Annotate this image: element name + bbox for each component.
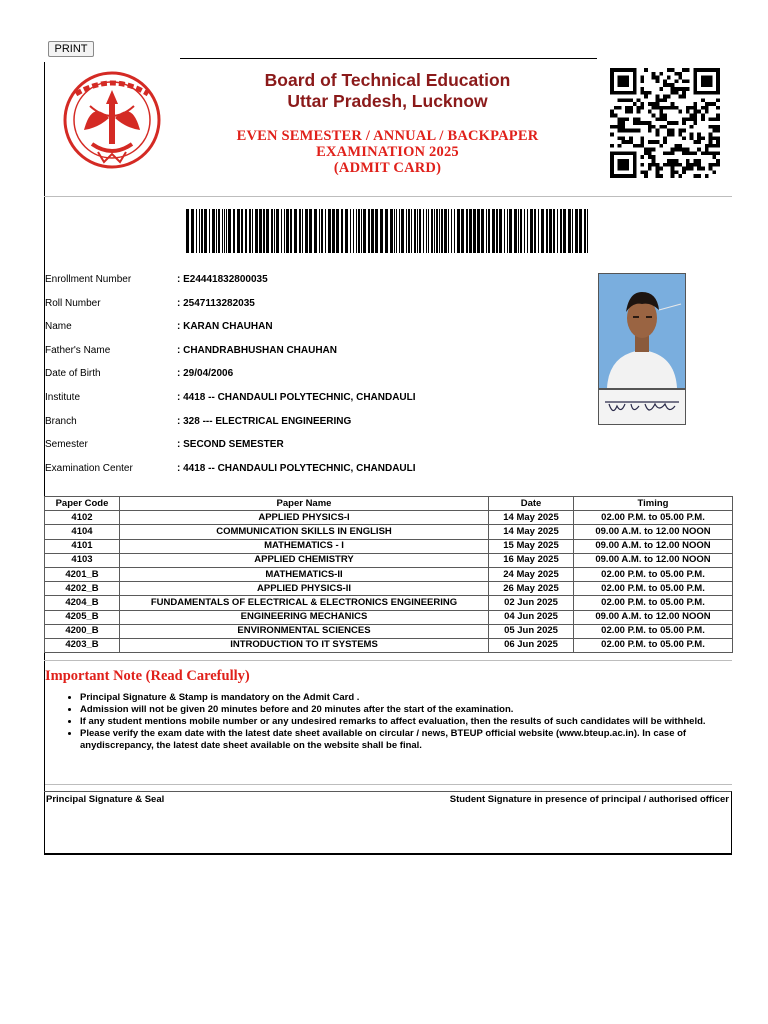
paper-code-cell: 4104 bbox=[45, 525, 120, 539]
table-row bbox=[45, 511, 733, 525]
table-divider bbox=[44, 660, 732, 661]
timing-cell: 02.00 P.M. to 05.00 P.M. bbox=[574, 596, 733, 610]
info-value: : SECOND SEMESTER bbox=[177, 439, 284, 451]
header-paper-name: Paper Name bbox=[120, 497, 489, 511]
info-value: : CHANDRABHUSHAN CHAUHAN bbox=[177, 344, 337, 356]
info-row bbox=[45, 364, 605, 388]
table-row bbox=[45, 610, 733, 624]
paper-name-cell: ENGINEERING MECHANICS bbox=[120, 610, 489, 624]
paper-code-cell: 4203_B bbox=[45, 638, 120, 652]
board-title-line2: Uttar Pradesh, Lucknow bbox=[287, 91, 488, 111]
info-value: : E24441832800035 bbox=[177, 274, 268, 285]
paper-name-cell: COMMUNICATION SKILLS IN ENGLISH bbox=[120, 525, 489, 539]
date-cell: 15 May 2025 bbox=[489, 539, 574, 553]
info-row bbox=[45, 459, 605, 483]
info-label: Enrollment Number bbox=[45, 274, 132, 285]
header-date: Date bbox=[489, 497, 574, 511]
paper-name-cell: INTRODUCTION TO IT SYSTEMS bbox=[120, 638, 489, 652]
timing-cell: 02.00 P.M. to 05.00 P.M. bbox=[574, 638, 733, 652]
table-row bbox=[45, 638, 733, 652]
note-item: • Principal Signature & Stamp is mandatory on the Admit Card . bbox=[80, 692, 746, 704]
print-button[interactable]: PRINT bbox=[48, 41, 94, 57]
info-value: : 2547113282035 bbox=[177, 297, 255, 309]
exam-title-line1: EVEN SEMESTER / ANNUAL / BACKPAPER bbox=[236, 128, 539, 144]
top-divider bbox=[180, 58, 597, 59]
header-divider bbox=[44, 196, 732, 197]
info-label: Roll Number bbox=[45, 297, 101, 309]
important-note-title: Important Note (Read Carefully) bbox=[45, 668, 250, 684]
info-row bbox=[45, 317, 605, 341]
paper-name-cell: FUNDAMENTALS OF ELECTRICAL & ELECTRONICS ENGINEERING bbox=[120, 596, 489, 610]
info-value: : 4418 -- CHANDAULI POLYTECHNIC, CHANDAULI bbox=[177, 391, 416, 403]
info-label: Examination Center bbox=[45, 462, 133, 474]
info-value: : 29/04/2006 bbox=[177, 368, 234, 380]
info-row bbox=[45, 341, 605, 365]
student-signature-icon bbox=[598, 389, 686, 425]
timing-cell: 09.00 A.M. to 12.00 NOON bbox=[574, 525, 733, 539]
paper-name-cell: APPLIED CHEMISTRY bbox=[120, 553, 489, 567]
paper-name-cell: MATHEMATICS-II bbox=[120, 567, 489, 581]
date-cell: 16 May 2025 bbox=[489, 553, 574, 567]
paper-name-cell: APPLIED PHYSICS-I bbox=[120, 511, 489, 525]
date-cell: 02 Jun 2025 bbox=[489, 596, 574, 610]
principal-signature-label: Principal Signature & Seal bbox=[46, 794, 165, 805]
date-cell: 14 May 2025 bbox=[489, 511, 574, 525]
date-cell: 14 May 2025 bbox=[489, 525, 574, 539]
info-row bbox=[45, 294, 605, 318]
header-paper-code: Paper Code bbox=[45, 497, 120, 511]
timing-cell: 02.00 P.M. to 05.00 P.M. bbox=[574, 582, 733, 596]
table-row bbox=[45, 624, 733, 638]
info-row bbox=[45, 270, 605, 294]
info-label: Name bbox=[45, 321, 72, 333]
table-row bbox=[45, 539, 733, 553]
up-state-emblem-icon bbox=[54, 70, 170, 170]
timing-cell: 02.00 P.M. to 05.00 P.M. bbox=[574, 624, 733, 638]
exam-title-line2: EXAMINATION 2025 bbox=[316, 144, 459, 160]
signature-box bbox=[44, 791, 732, 855]
timing-cell: 02.00 P.M. to 05.00 P.M. bbox=[574, 511, 733, 525]
board-title-line1: Board of Technical Education bbox=[264, 70, 511, 90]
important-notes-list bbox=[66, 692, 746, 752]
info-value: : 328 --- ELECTRICAL ENGINEERING bbox=[177, 415, 352, 427]
barcode-icon bbox=[186, 209, 588, 253]
exam-title-line3: (ADMIT CARD) bbox=[333, 160, 442, 176]
paper-code-cell: 4101 bbox=[45, 539, 120, 553]
note-item: • If any student mentions mobile number or any undesired remarks to affect evaluation, then the results of such candidates will be withheld. bbox=[80, 716, 746, 728]
info-label: Institute bbox=[45, 391, 81, 403]
table-row bbox=[45, 596, 733, 610]
info-row bbox=[45, 388, 605, 412]
student-info bbox=[45, 270, 605, 482]
paper-name-cell: APPLIED PHYSICS-II bbox=[120, 582, 489, 596]
info-row bbox=[45, 435, 605, 459]
student-photo-icon bbox=[598, 273, 686, 389]
note-item: • Please verify the exam date with the latest date sheet available on circular / news, BTEUP official website (www.bteup.ac.in). In case of anydiscrepancy, the latest date sheet available on the website shall be final. bbox=[80, 728, 746, 752]
note-item: • Admission will not be given 20 minutes before and 20 minutes after the start of the examination. bbox=[80, 704, 746, 716]
paper-name-cell: MATHEMATICS - I bbox=[120, 539, 489, 553]
paper-code-cell: 4103 bbox=[45, 553, 120, 567]
table-row bbox=[45, 582, 733, 596]
info-value: : 4418 -- CHANDAULI POLYTECHNIC, CHANDAULI bbox=[177, 462, 416, 474]
info-label: Branch bbox=[45, 415, 77, 427]
timing-cell: 09.00 A.M. to 12.00 NOON bbox=[574, 610, 733, 624]
info-label: Date of Birth bbox=[45, 368, 101, 380]
header-timing: Timing bbox=[574, 497, 733, 511]
date-cell: 24 May 2025 bbox=[489, 567, 574, 581]
table-row bbox=[45, 567, 733, 581]
date-cell: 05 Jun 2025 bbox=[489, 624, 574, 638]
info-label: Semester bbox=[45, 439, 88, 451]
paper-name-cell: ENVIRONMENTAL SCIENCES bbox=[120, 624, 489, 638]
table-row bbox=[45, 553, 733, 567]
timing-cell: 09.00 A.M. to 12.00 NOON bbox=[574, 553, 733, 567]
paper-code-cell: 4205_B bbox=[45, 610, 120, 624]
paper-code-cell: 4204_B bbox=[45, 596, 120, 610]
student-signature-label: Student Signature in presence of principal / authorised officer bbox=[449, 794, 729, 805]
info-value: : KARAN CHAUHAN bbox=[177, 321, 273, 333]
paper-code-cell: 4200_B bbox=[45, 624, 120, 638]
date-cell: 26 May 2025 bbox=[489, 582, 574, 596]
timing-cell: 02.00 P.M. to 05.00 P.M. bbox=[574, 567, 733, 581]
timing-cell: 09.00 A.M. to 12.00 NOON bbox=[574, 539, 733, 553]
board-title bbox=[190, 70, 585, 112]
paper-schedule-table bbox=[44, 496, 733, 653]
exam-title bbox=[190, 128, 585, 176]
paper-code-cell: 4102 bbox=[45, 511, 120, 525]
table-header-row bbox=[45, 497, 733, 511]
paper-code-cell: 4201_B bbox=[45, 567, 120, 581]
date-cell: 04 Jun 2025 bbox=[489, 610, 574, 624]
qr-code-icon bbox=[607, 68, 723, 178]
notes-divider bbox=[44, 784, 732, 785]
table-row bbox=[45, 525, 733, 539]
info-label: Father's Name bbox=[45, 344, 111, 356]
info-row bbox=[45, 412, 605, 436]
date-cell: 06 Jun 2025 bbox=[489, 638, 574, 652]
paper-code-cell: 4202_B bbox=[45, 582, 120, 596]
